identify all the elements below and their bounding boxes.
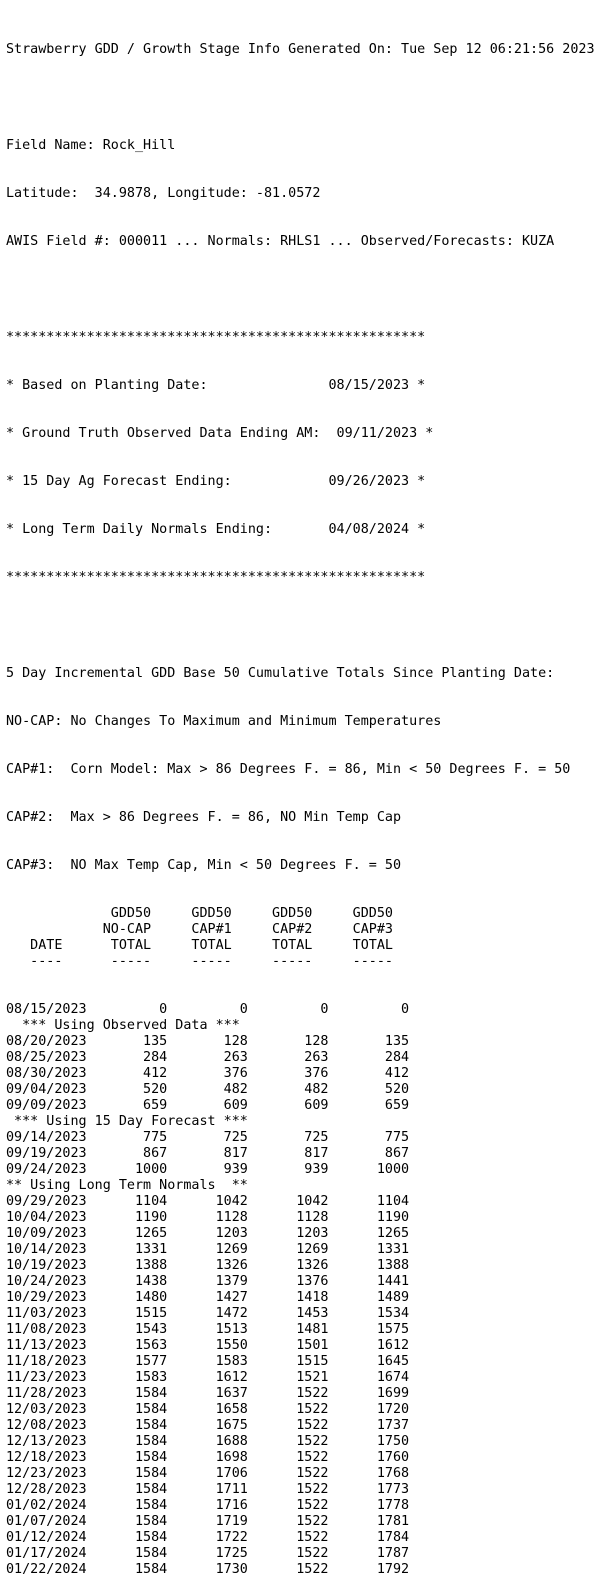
table-row: 08/15/2023 0 0 0 0 <box>6 1002 410 1017</box>
table-row: 09/09/2023 659 609 609 659 <box>6 1098 410 1113</box>
forecast-ending-line: * 15 Day Ag Forecast Ending: 09/26/2023 * <box>6 474 426 489</box>
report-title: Strawberry GDD / Growth Stage Info Generated On: Tue Sep 12 06:21:56 2023 <box>6 42 595 57</box>
observed-data-ending-line: * Ground Truth Observed Data Ending AM: 09/11/2023 * <box>6 426 434 441</box>
table-row: 11/13/2023 1563 1550 1501 1612 <box>6 1338 410 1353</box>
blank-line <box>6 282 598 298</box>
summary-border-top: **************************************************** <box>6 330 426 345</box>
normals-ending-line: * Long Term Daily Normals Ending: 04/08/2024 * <box>6 522 426 537</box>
table-row: 10/29/2023 1480 1427 1418 1489 <box>6 1290 410 1305</box>
table-row: 10/19/2023 1388 1326 1326 1388 <box>6 1258 410 1273</box>
table-row: 12/13/2023 1584 1688 1522 1750 <box>6 1434 410 1449</box>
blank-line <box>6 618 598 634</box>
nocap-definition: NO-CAP: No Changes To Maximum and Minimum Temperatures <box>6 714 442 729</box>
table-row: 08/20/2023 135 128 128 135 <box>6 1034 410 1049</box>
table-header-line: NO-CAP CAP#1 CAP#2 CAP#3 <box>6 922 393 937</box>
table-row: 01/22/2024 1584 1730 1522 1792 <box>6 1562 410 1577</box>
table-row: 11/28/2023 1584 1637 1522 1699 <box>6 1386 410 1401</box>
cap2-definition: CAP#2: Max > 86 Degrees F. = 86, NO Min Temp Cap <box>6 810 402 825</box>
cap3-definition: CAP#3: NO Max Temp Cap, Min < 50 Degrees F. = 50 <box>6 858 402 873</box>
table-row: 11/23/2023 1583 1612 1521 1674 <box>6 1370 410 1385</box>
table-row: 11/18/2023 1577 1583 1515 1645 <box>6 1354 410 1369</box>
table-row: 11/03/2023 1515 1472 1453 1534 <box>6 1306 410 1321</box>
table-row: 12/03/2023 1584 1658 1522 1720 <box>6 1402 410 1417</box>
field-name: Field Name: Rock_Hill <box>6 138 176 153</box>
table-row: 01/07/2024 1584 1719 1522 1781 <box>6 1514 410 1529</box>
table-row: 09/29/2023 1104 1042 1042 1104 <box>6 1194 410 1209</box>
table-row: 01/02/2024 1584 1716 1522 1778 <box>6 1498 410 1513</box>
table-row: 09/19/2023 867 817 817 867 <box>6 1146 410 1161</box>
table-header-line: DATE TOTAL TOTAL TOTAL TOTAL <box>6 938 393 953</box>
table-row: 09/14/2023 775 725 725 775 <box>6 1130 410 1145</box>
table-section-label: *** Using Observed Data *** <box>6 1018 240 1033</box>
description-heading: 5 Day Incremental GDD Base 50 Cumulative Totals Since Planting Date: <box>6 666 555 681</box>
table-row: 12/08/2023 1584 1675 1522 1737 <box>6 1418 410 1433</box>
table-row: 10/04/2023 1190 1128 1128 1190 <box>6 1210 410 1225</box>
table-row: 08/30/2023 412 376 376 412 <box>6 1066 410 1081</box>
table-row: 01/17/2024 1584 1725 1522 1787 <box>6 1546 410 1561</box>
table-row: 12/28/2023 1584 1711 1522 1773 <box>6 1482 410 1497</box>
table-header-line: ---- ----- ----- ----- ----- <box>6 954 393 969</box>
planting-date-line: * Based on Planting Date: 08/15/2023 * <box>6 378 426 393</box>
table-header-line: GDD50 GDD50 GDD50 GDD50 <box>6 906 393 921</box>
summary-border-bottom: **************************************************** <box>6 570 426 585</box>
table-row: 01/12/2024 1584 1722 1522 1784 <box>6 1530 410 1545</box>
table-row: 09/04/2023 520 482 482 520 <box>6 1082 410 1097</box>
table-header <box>6 906 598 970</box>
table-row: 10/09/2023 1265 1203 1203 1265 <box>6 1226 410 1241</box>
table-row: 12/23/2023 1584 1706 1522 1768 <box>6 1466 410 1481</box>
blank-line <box>6 90 598 106</box>
table-section-label: *** Using 15 Day Forecast *** <box>6 1114 248 1129</box>
table-row: 12/18/2023 1584 1698 1522 1760 <box>6 1450 410 1465</box>
field-station-ids: AWIS Field #: 000011 ... Normals: RHLS1 ... Observed/Forecasts: KUZA <box>6 234 555 249</box>
cap1-definition: CAP#1: Corn Model: Max > 86 Degrees F. = 86, Min < 50 Degrees F. = 50 <box>6 762 571 777</box>
table-row: 10/14/2023 1331 1269 1269 1331 <box>6 1242 410 1257</box>
table-row: 08/25/2023 284 263 263 284 <box>6 1050 410 1065</box>
table-row: 11/08/2023 1543 1513 1481 1575 <box>6 1322 410 1337</box>
field-coordinates: Latitude: 34.9878, Longitude: -81.0572 <box>6 186 321 201</box>
table-row: 09/24/2023 1000 939 939 1000 <box>6 1162 410 1177</box>
table-body <box>6 1002 598 1578</box>
table-section-label: ** Using Long Term Normals ** <box>6 1178 248 1193</box>
table-row: 10/24/2023 1438 1379 1376 1441 <box>6 1274 410 1289</box>
